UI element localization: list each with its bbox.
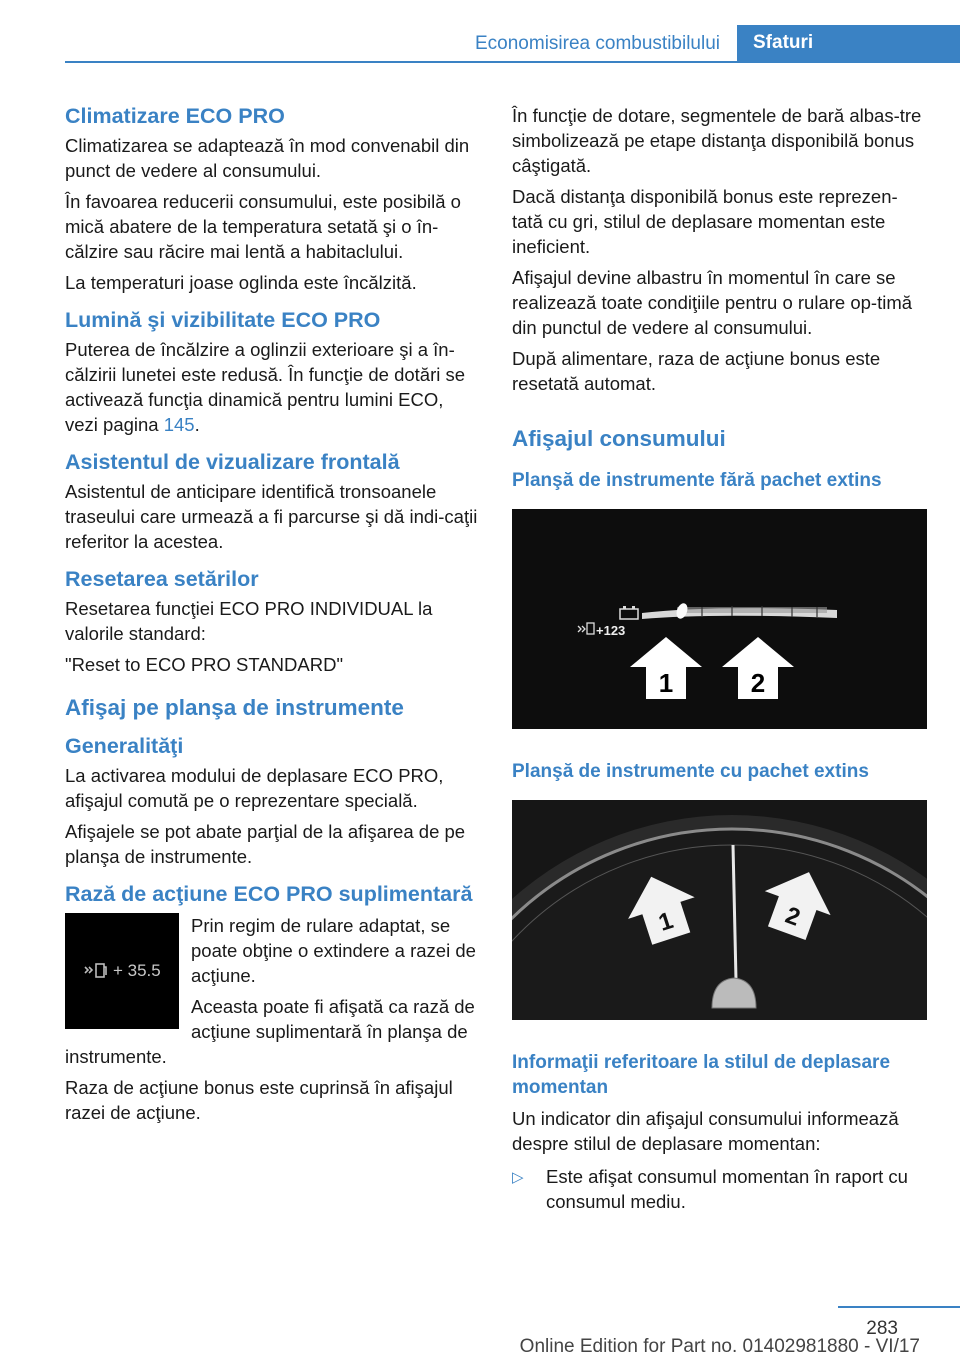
header-section-title: Economisirea combustibilului bbox=[475, 33, 720, 54]
extra-range-display-image bbox=[65, 913, 179, 1029]
light-visibility-end: . bbox=[194, 414, 200, 435]
head-up-display-heading: Asistentul de vizualizare frontală bbox=[65, 450, 400, 474]
header-chapter-tab[interactable]: Sfaturi bbox=[737, 25, 960, 63]
extra-range-paragraph-1: Prin regim de rulare adaptat, se poate obţine o extindere a razei de acţiune. bbox=[191, 915, 476, 986]
light-visibility-heading: Lumină şi vizibilitate ECO PRO bbox=[65, 308, 381, 332]
consumption-display-heading: Afişajul consumului bbox=[512, 426, 726, 451]
reset-settings-paragraph-1: Resetarea funcţiei ECO PRO INDIVIDUAL la valorile standard: bbox=[65, 598, 433, 644]
arrow-2-label: 2 bbox=[750, 668, 766, 698]
driving-style-paragraph: Un indicator din afişajul consumului informează despre stilul de deplasare momentan: bbox=[512, 1108, 899, 1154]
bullet-triangle-icon: ▷ bbox=[512, 1169, 524, 1186]
figure-2-caption: Planşă de instrumente cu pachet extins bbox=[512, 761, 869, 782]
extra-range-paragraph-3: Raza de acţiune bonus este cuprinsă în afişajul razei de acţiune. bbox=[65, 1077, 453, 1123]
general-heading: Generalităţi bbox=[65, 734, 184, 758]
list-item-text: Este afişat consumul momentan în raport cu consumul mediu. bbox=[546, 1166, 908, 1212]
extra-range-block bbox=[65, 913, 480, 1125]
general-paragraph-2: Afişajele se pot abate parţial de la afişarea de pe planşa de instrumente. bbox=[65, 821, 466, 867]
arrow-2-label: 2 bbox=[781, 901, 804, 932]
page-header bbox=[0, 25, 960, 63]
instrument-cluster-basic-image bbox=[512, 509, 927, 729]
extra-range-paragraph-2: Aceasta poate fi afişată ca rază de acţiune suplimentară în planşa de instrumente. bbox=[65, 996, 475, 1067]
page-footer bbox=[0, 1306, 960, 1362]
instrument-cluster-extended-image bbox=[512, 800, 927, 1020]
eco-climate-paragraph-1: Climatizarea se adaptează în mod convenabil din punct de vedere al consumului. bbox=[65, 135, 470, 181]
eco-climate-paragraph-3: La temperaturi joase oglinda este încălzită. bbox=[65, 272, 417, 293]
eco-climate-paragraph-2: În favoarea reducerii consumului, este posibilă o mică abatere de la temperatura setată şi o în-călzire sau răcire mai lentă a habitaclului. bbox=[65, 191, 461, 262]
bonus-grey-paragraph: Dacă distanţa disponibilă bonus este reprezen-tată cu gri, stilul de deplasare momentan este ineficient. bbox=[512, 186, 898, 257]
edition-note: Online Edition for Part no. 01402981880 - VI/17 bbox=[519, 1336, 920, 1357]
extra-range-value: + 35.5 bbox=[113, 961, 161, 980]
general-paragraph-1: La activarea modului de deplasare ECO PRO, afişajul comută pe o reprezentare specială. bbox=[65, 765, 444, 811]
arrow-1-label: 1 bbox=[658, 668, 674, 698]
right-column bbox=[512, 103, 927, 1214]
page-number: 283 bbox=[866, 1318, 898, 1339]
bonus-blue-paragraph: Afişajul devine albastru în momentul în care se realizează toate condiţiile pentru o rulare op-timă din punctul de vedere al consumului. bbox=[512, 267, 913, 338]
driving-style-heading: Informaţii referitoare la stilul de deplasare momentan bbox=[512, 1052, 891, 1098]
head-up-display-paragraph: Asistentul de anticipare identifică tronsoanele traseului care urmează a fi parcurse şi dă indi-caţii referitor la acestea. bbox=[65, 481, 478, 552]
reset-settings-paragraph-2: "Reset to ECO PRO STANDARD" bbox=[65, 654, 344, 675]
list-item bbox=[512, 1164, 927, 1214]
light-visibility-paragraph bbox=[65, 337, 480, 437]
instrument-display-heading: Afişaj pe planşa de instrumente bbox=[65, 695, 404, 720]
eco-climate-heading: Climatizare ECO PRO bbox=[65, 104, 285, 128]
figure-1-caption: Planşă de instrumente fără pachet extins bbox=[512, 470, 882, 491]
extra-range-heading: Rază de acţiune ECO PRO suplimentară bbox=[65, 882, 473, 906]
bonus-range-value: +123 bbox=[596, 623, 626, 638]
arrow-1-label: 1 bbox=[655, 906, 677, 937]
bonus-reset-paragraph: După alimentare, raza de acţiune bonus este resetată automat. bbox=[512, 348, 881, 394]
light-visibility-text: Puterea de încălzire a oglinzii exterioare şi a în-călzirii lunetei este redusă. În funcţie de dotări se activează funcţia dinamică pentru lumini ECO, vezi pagina bbox=[65, 339, 466, 435]
page-number-rule bbox=[838, 1306, 960, 1308]
bonus-segments-paragraph: În funcţie de dotare, segmentele de bară albas-tre simbolizează pe etape distanţa disponibilă bonus câştigată. bbox=[512, 105, 922, 176]
page-reference-link[interactable]: 145 bbox=[163, 414, 195, 435]
left-column bbox=[65, 103, 480, 1125]
reset-settings-heading: Resetarea setărilor bbox=[65, 567, 259, 591]
